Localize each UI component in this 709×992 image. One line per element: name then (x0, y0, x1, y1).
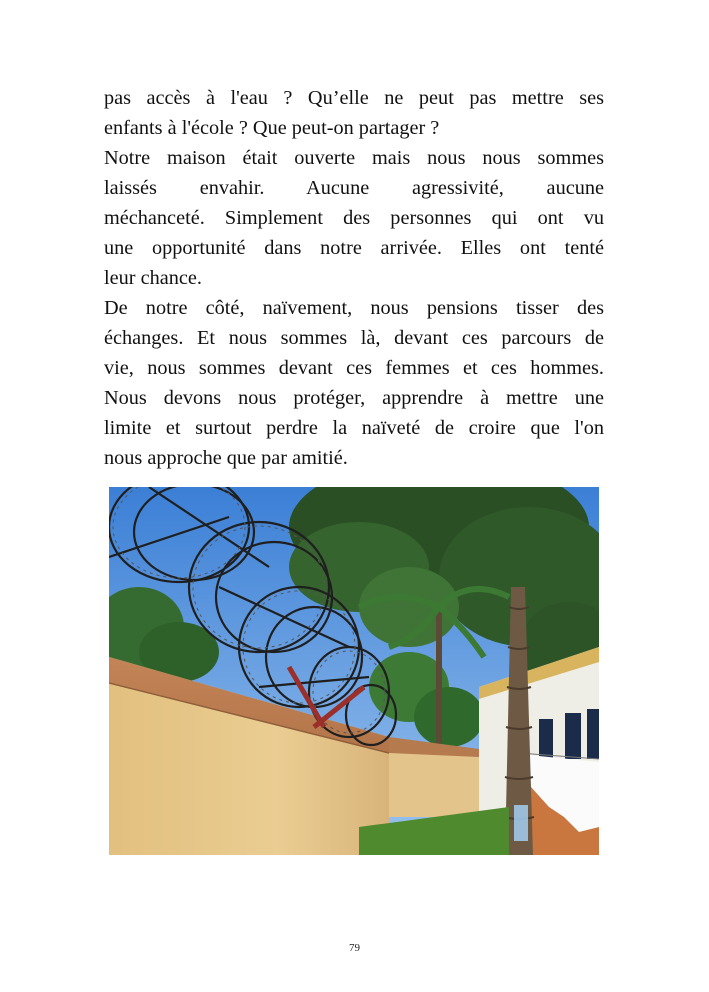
text-line: De notre côté, naïvement, nous pensions tisser des (104, 297, 604, 319)
photo-razor-wire-wall (109, 487, 599, 855)
text-line: leur chance. (104, 267, 202, 289)
water-bottle (514, 805, 528, 841)
text-line: Nous devons nous protéger, apprendre à mettre une (104, 387, 604, 409)
text-line: enfants à l'école ? Que peut-on partager ? (104, 117, 440, 139)
text-line: limite et surtout perdre la naïveté de croire que l'on (104, 417, 604, 439)
text-line: pas accès à l'eau ? Qu’elle ne peut pas mettre ses (104, 87, 604, 109)
page-number: 79 (349, 942, 360, 954)
text-line: une opportunité dans notre arrivée. Elles ont tenté (104, 237, 604, 259)
text-line: laissés envahir. Aucune agressivité, aucune (104, 177, 604, 199)
text-line: échanges. Et nous sommes là, devant ces parcours de (104, 327, 604, 349)
text-line: Notre maison était ouverte mais nous nous sommes (104, 147, 604, 169)
body-text (104, 83, 604, 473)
text-line: nous approche que par amitié. (104, 447, 348, 469)
text-line: méchanceté. Simplement des personnes qui ont vu (104, 207, 604, 229)
text-line: vie, nous sommes devant ces femmes et ces hommes. (104, 357, 604, 379)
